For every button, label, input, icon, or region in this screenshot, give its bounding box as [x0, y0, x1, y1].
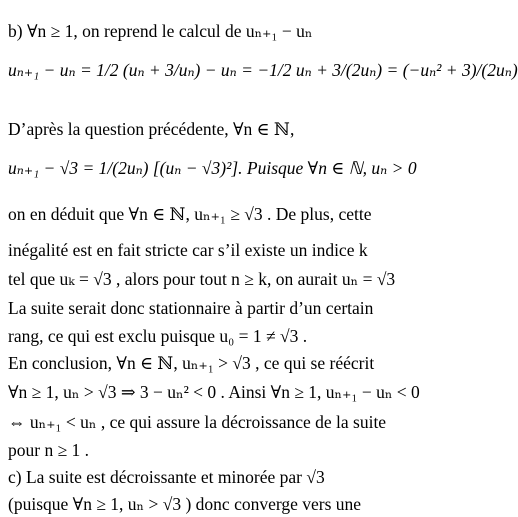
- text-line-6: inégalité est en fait stricte car s’il existe un indice k: [8, 240, 368, 260]
- text-line-9: rang, ce qui est exclu puisque u₀ = 1 ≠ √3 .: [8, 326, 308, 346]
- text-line-11: ∀n ≥ 1, uₙ > √3 ⇒ 3 − uₙ² < 0 . Ainsi ∀n ≥ 1, uₙ₊₁ − uₙ < 0: [8, 382, 420, 402]
- text-line-12: ⇔ uₙ₊₁ < uₙ , ce qui assure la décroissance de la suite: [8, 412, 387, 432]
- text-line-3: D’après la question précédente, ∀n ∈ ℕ,: [8, 119, 295, 139]
- text-line-7: tel que uₖ = √3 , alors pour tout n ≥ k, on aurait uₙ = √3: [8, 269, 396, 289]
- text-line-14: c) La suite est décroissante et minorée par √3: [8, 467, 325, 487]
- text-line-1: b) ∀n ≥ 1, on reprend le calcul de uₙ₊₁ − uₙ: [8, 21, 313, 41]
- text-line-15: (puisque ∀n ≥ 1, uₙ > √3 ) donc converge vers une: [8, 494, 362, 514]
- text-line-13: pour n ≥ 1 .: [8, 440, 90, 460]
- text-line-8: La suite serait donc stationnaire à partir d’un certain: [8, 298, 374, 318]
- text-line-10: En conclusion, ∀n ∈ ℕ, uₙ₊₁ > √3 , ce qui se réécrit: [8, 353, 375, 373]
- equation-line-2: uₙ₊₁ − uₙ = 1/2 (uₙ + 3/uₙ) − uₙ = −1/2 uₙ + 3/(2uₙ) = (−uₙ² + 3)/(2uₙ): [8, 60, 518, 80]
- text-line-5: on en déduit que ∀n ∈ ℕ, uₙ₊₁ ≥ √3 . De plus, cette: [8, 204, 372, 224]
- equation-line-4: uₙ₊₁ − √3 = 1/(2uₙ) [(uₙ − √3)²]. Puisque ∀n ∈ ℕ, uₙ > 0: [8, 158, 417, 178]
